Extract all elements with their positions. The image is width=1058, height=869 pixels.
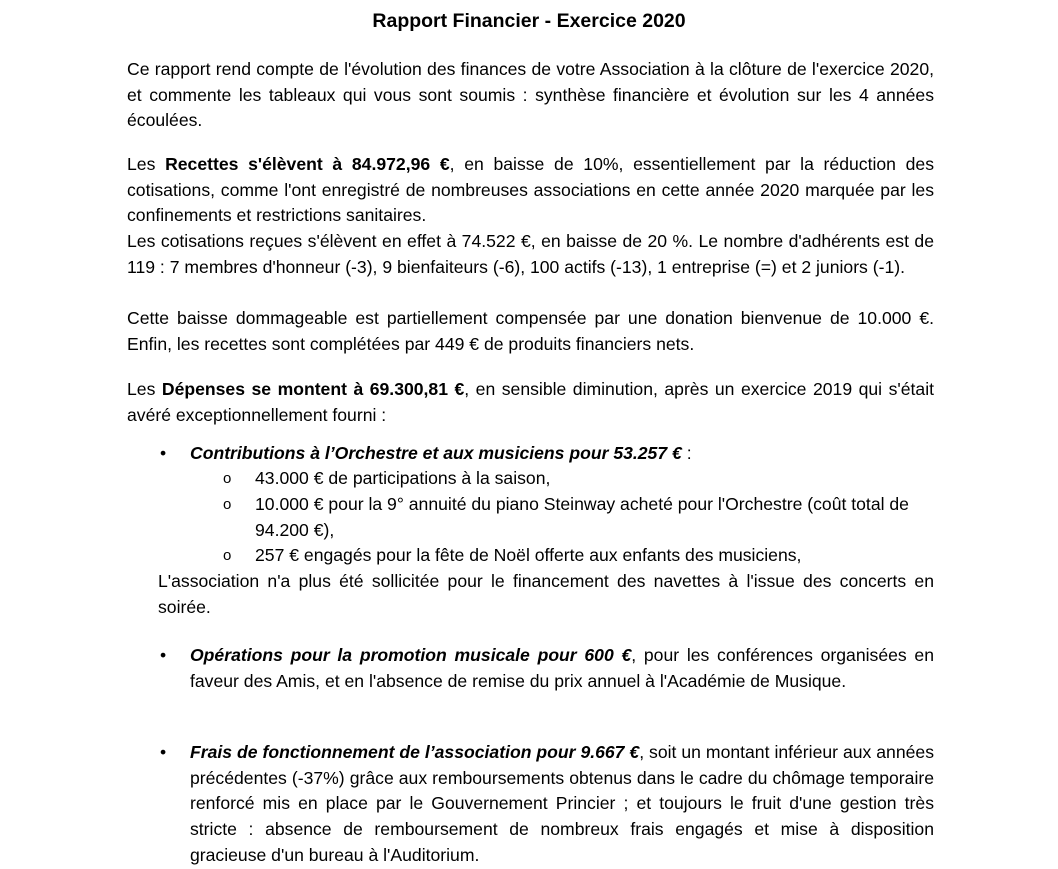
recettes-text: , en baisse de 10%, essentiellement par la réduction des cotisations, comme l'ont enregistré de nombreuses associations en cette année 2020 marquée par les confinements et restrictions sanitaires. xyxy=(127,154,934,226)
recettes-lead: Les xyxy=(127,154,166,174)
promotion-text: , pour les conférences organisées en faveur des Amis, et en l'absence de remise du prix annuel à l'Académie de Musique. xyxy=(190,645,934,691)
sub-item-text: 43.000 € de participations à la saison, xyxy=(255,468,551,488)
bullet-text xyxy=(190,643,934,694)
bullet-marker: • xyxy=(160,645,167,665)
depenses-lead: Les xyxy=(127,379,162,399)
sub-item-text: 257 € engagés pour la fête de Noël offerte aux enfants des musiciens, xyxy=(255,545,802,565)
bullet-marker: • xyxy=(160,742,167,762)
page-title: Rapport Financier - Exercice 2020 xyxy=(372,10,686,32)
cotisations-paragraph: Les cotisations reçues s'élèvent en effet à 74.522 €, en baisse de 20 %. Le nombre d'adhérents est de 119 : 7 membres d'honneur (-3), 9 bienfaiteurs (-6), 100 actifs (-13), 1 entreprise (=) et 2 juniors (-1). xyxy=(127,231,934,277)
depenses-total: Dépenses se montent à 69.300,81 € xyxy=(161,379,465,399)
sub-bullet-marker: o xyxy=(223,547,232,564)
sub-bullet-marker: o xyxy=(223,496,232,513)
fonctionnement-heading: Frais de fonctionnement de l’association pour 9.667 € xyxy=(190,742,640,762)
bullet-text xyxy=(190,441,934,467)
contributions-colon: : xyxy=(681,443,692,463)
fonctionnement-text: , soit un montant inférieur aux années précédentes (-37%) grâce aux remboursements obtenus dans le cadre du chômage temporaire renforcé mis en place par le Gouvernement Princier ; et toujours le fruit d'une gestion très stricte : absence de remboursement de nombreux frais engagés et mise à disposition gracieuse d'un bureau à l'Auditorium. xyxy=(190,742,934,865)
recettes-total: Recettes s'élèvent à 84.972,96 € xyxy=(165,154,450,174)
intro-paragraph: Ce rapport rend compte de l'évolution des finances de votre Association à la clôture de l'exercice 2020, et commente les tableaux qui vous sont soumis : synthèse financière et évolution sur les 4 années écoulées. xyxy=(127,59,934,131)
contributions-heading: Contributions à l’Orchestre et aux musiciens pour 53.257 € xyxy=(190,443,682,463)
depenses-paragraph xyxy=(127,377,934,428)
donation-paragraph: Cette baisse dommageable est partiellement compensée par une donation bienvenue de 10.000 €. Enfin, les recettes sont complétées par 449 € de produits financiers nets. xyxy=(127,308,934,354)
recettes-paragraph xyxy=(127,152,934,229)
promotion-heading: Opérations pour la promotion musicale pour 600 € xyxy=(190,645,632,665)
navettes-note: L'association n'a plus été sollicitée pour le financement des navettes à l'issue des concerts en soirée. xyxy=(158,571,934,617)
depenses-text: , en sensible diminution, après un exercice 2019 qui s'était avéré exceptionnellement fourni : xyxy=(127,379,934,425)
sub-item-text: 10.000 € pour la 9° annuité du piano Steinway acheté pour l'Orchestre (coût total de 94.200 €), xyxy=(255,494,909,540)
bullet-marker: • xyxy=(160,443,167,463)
sub-bullet-marker: o xyxy=(223,470,232,487)
bullet-text xyxy=(190,740,934,869)
